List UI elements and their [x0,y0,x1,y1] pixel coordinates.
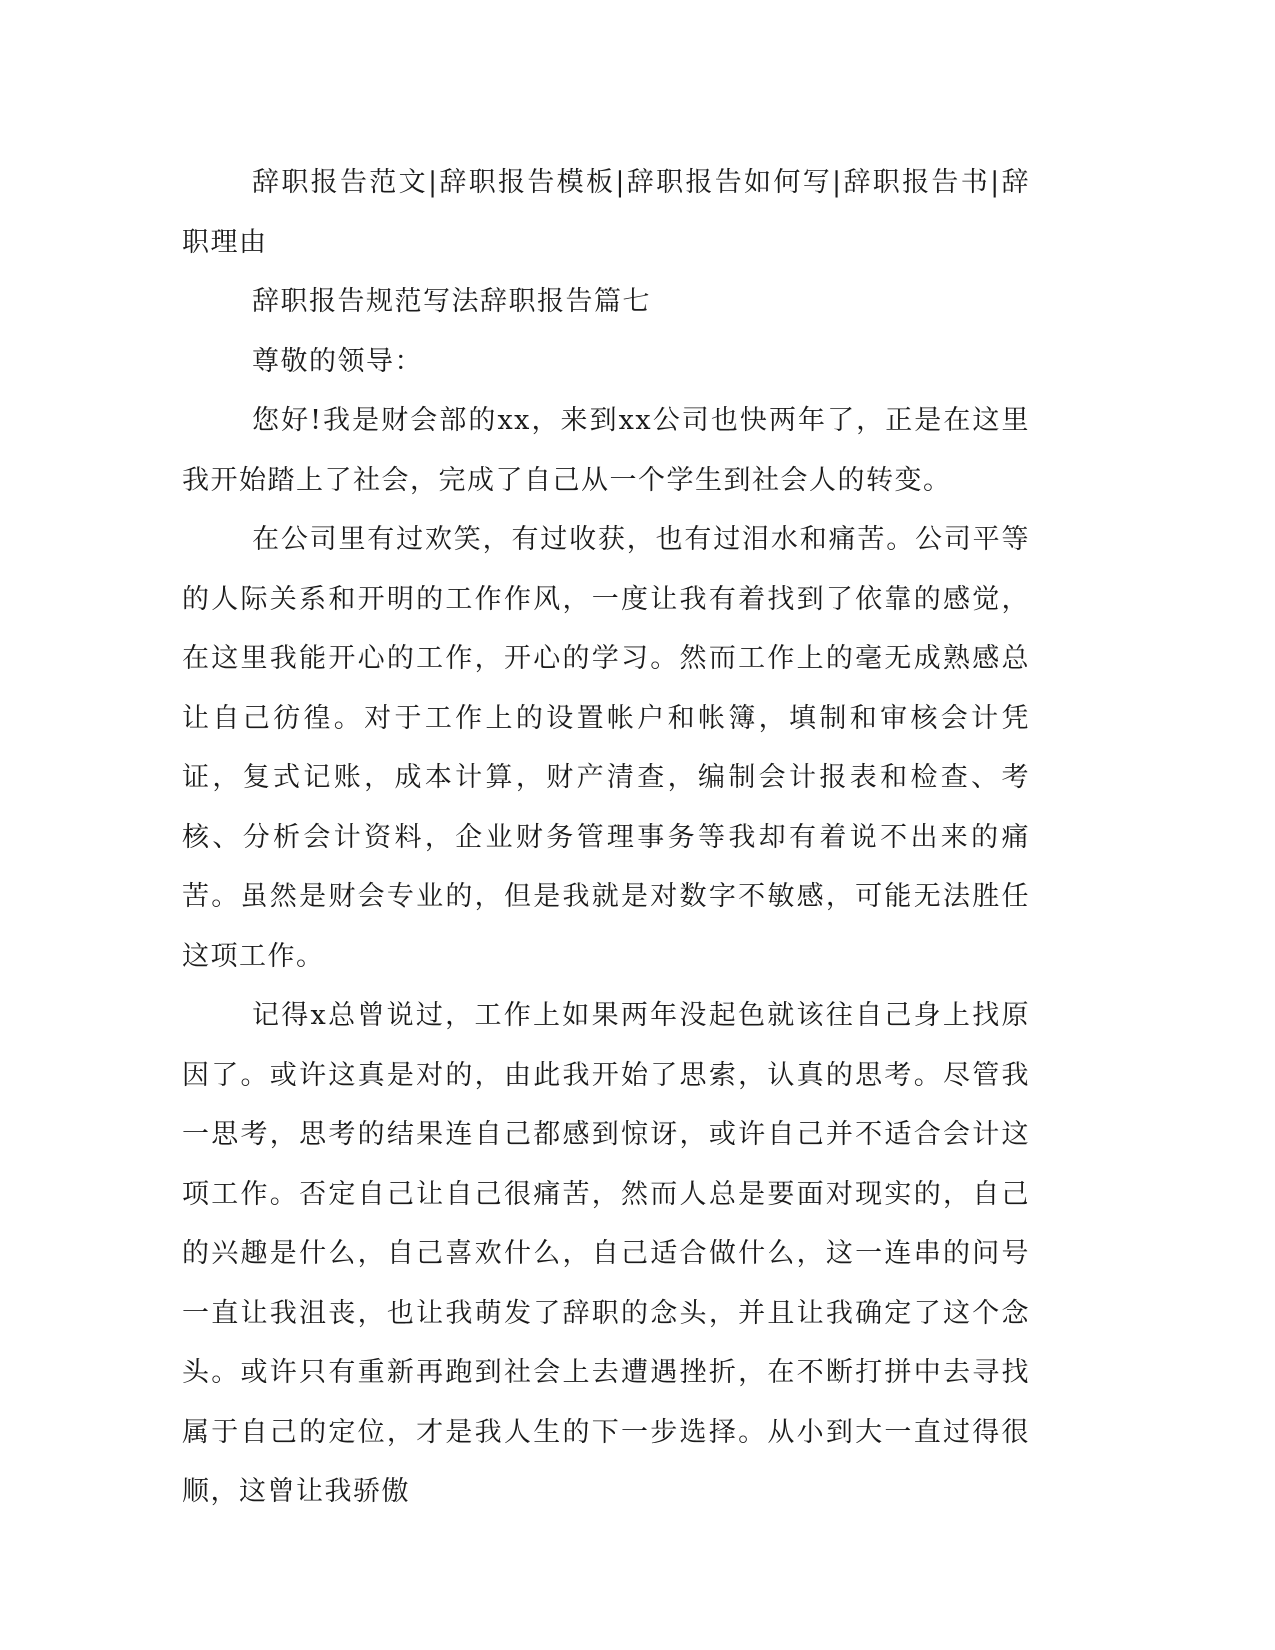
paragraph-keywords: 辞职报告范文|辞职报告模板|辞职报告如何写|辞职报告书|辞职理由 [182,167,1030,258]
paragraph: 记得x总曾说过，工作上如果两年没起色就该往自己身上找原因了。或许这真是对的，由此我开始了思索，认真的思考。尽管我一思考，思考的结果连自己都感到惊讶，或许自己并不适合会计这项工作。否定自己让自己很痛苦，然而人总是要面对现实的，自己的兴趣是什么，自己喜欢什么，自己适合做什么，这一连串的问号一直让我沮丧，也让我萌发了辞职的念头，并且让我确定了这个念头。或许只有重新再跑到社会上去遭遇挫折，在不断打拼中去寻找属于自己的定位，才是我人生的下一步选择。从小到大一直过得很顺，这曾让我骄傲 [182,1000,1030,1507]
document-body [182,153,1030,1522]
salutation: 尊敬的领导： [252,345,423,377]
paragraph: 您好!我是财会部的xx，来到xx公司也快两年了，正是在这里我开始踏上了社会，完成了自己从一个学生到社会人的转变。 [182,405,1030,496]
document-title: 辞职报告规范写法辞职报告篇七 [252,286,651,317]
paragraph: 在公司里有过欢笑，有过收获，也有过泪水和痛苦。公司平等的人际关系和开明的工作作风，一度让我有着找到了依靠的感觉，在这里我能开心的工作，开心的学习。然而工作上的毫无成熟感总让自己彷徨。对于工作上的设置帐户和帐簿，填制和审核会计凭证，复式记账，成本计算，财产清查，编制会计报表和检查、考核、分析会计资料，企业财务管理事务等我却有着说不出来的痛苦。虽然是财会专业的，但是我就是对数字不敏感，可能无法胜任这项工作。 [182,524,1030,972]
